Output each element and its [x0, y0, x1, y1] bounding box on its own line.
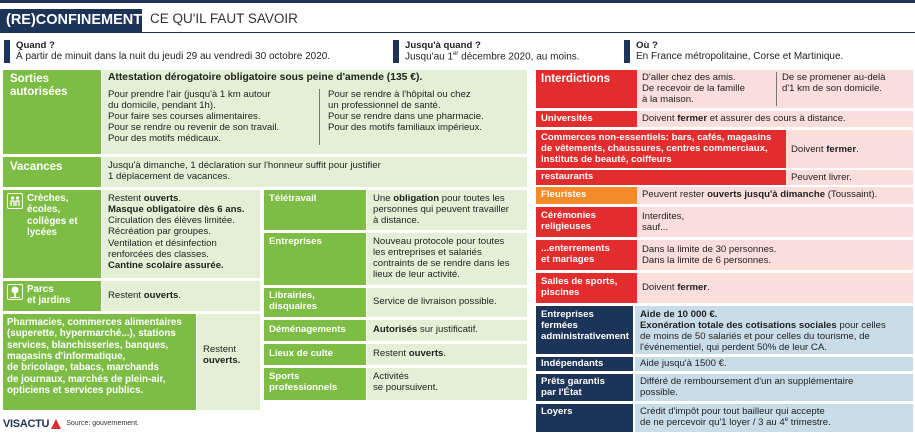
- creches-l4: Récréation par groupes.: [108, 226, 211, 238]
- teletravail-label-text: Télétravail: [269, 193, 317, 204]
- loyers-text-b: trimestre.: [788, 417, 831, 429]
- salles-b: fermer: [677, 282, 708, 293]
- loyers-content: [635, 404, 913, 432]
- parcs-label-1: et jardins: [27, 295, 71, 307]
- school-icon: [7, 193, 23, 209]
- fleuristes-c: (Toussaint).: [825, 189, 878, 200]
- quand-text: À partir de minuit dans la nuit du jeudi 29 au vendredi 30 octobre 2020.: [16, 51, 331, 63]
- fermees-rest-1: de moins de 50 salariés et pour celles du tourisme, de: [640, 331, 870, 343]
- vacances-content: [102, 157, 527, 187]
- parcs-a: Restent: [108, 290, 144, 301]
- attestation-title: Attestation dérogatoire obligatoire sous peine d'amende (135 €).: [108, 72, 423, 83]
- prets-label-0: Prêts garantis: [541, 376, 605, 387]
- sports-text-1: se poursuivent.: [373, 382, 439, 394]
- demenagements-a: Autorisés: [373, 324, 418, 335]
- creches-label: [3, 190, 101, 278]
- creches-l3: Circulation des élèves limitée.: [108, 215, 235, 227]
- fleuristes-label: [536, 187, 637, 204]
- jusqua-text-b: décembre 2020, au moins.: [458, 51, 580, 63]
- prets-label-1: par l'État: [541, 387, 582, 399]
- sorties-col1-2: Pour faire ses courses alimentaires.: [108, 111, 261, 123]
- info-marker: [4, 40, 10, 63]
- enterrements-content: [637, 240, 913, 270]
- creches-l5: Ventilation et désinfection: [108, 237, 217, 249]
- teletravail-c0: pour toutes les: [439, 193, 505, 204]
- librairies-label-1: disquaires: [269, 301, 317, 313]
- entreprises-line-2: contraints de se rendre dans les: [373, 258, 510, 270]
- restaurants-label: [536, 170, 786, 185]
- jusqua-sup: er: [453, 51, 459, 58]
- footer: [3, 418, 139, 431]
- salles-label: [536, 273, 637, 303]
- sorties-label: [3, 70, 101, 154]
- fermees-label: [536, 306, 633, 354]
- salles-c: .: [707, 282, 710, 293]
- commerces-label-2: instituts de beauté, coiffeurs: [541, 154, 672, 166]
- enterrements-label-0: ...enterrements: [541, 243, 610, 254]
- universites-content: [637, 111, 913, 127]
- demenagements-b: sur justificatif.: [417, 324, 479, 335]
- pharma-label-6: opticiens et services publics.: [7, 385, 144, 397]
- independants-content: [635, 357, 913, 371]
- entreprises-line-1: les entreprises et salariés: [373, 247, 482, 259]
- interdictions-col1-1: De recevoir de la famille: [642, 83, 745, 95]
- parcs-label: [3, 281, 101, 311]
- info-quand: [4, 40, 389, 63]
- source: Source: gouvernement.: [66, 420, 139, 428]
- fermees-rest-2: l'événementiel, qui perdent 50% de leur CA.: [640, 342, 827, 354]
- entreprises-label: [264, 233, 366, 285]
- fleuristes-a: Peuvent rester: [642, 189, 708, 200]
- pharma-text-0: Restent: [203, 344, 237, 355]
- prets-text-1: possible.: [640, 387, 678, 399]
- pharma-label-3: magasins d'informatique,: [7, 351, 126, 363]
- commerces-b: fermer: [826, 144, 857, 155]
- sports-label: [264, 368, 366, 400]
- demenagements-label-text: Déménagements: [269, 324, 346, 335]
- entreprises-content: [367, 233, 527, 285]
- creches-l1b: ouverts: [143, 193, 179, 204]
- page-title: (RE)CONFINEMENT: [6, 12, 143, 28]
- fleuristes-b: ouverts jusqu'à dimanche: [707, 189, 826, 200]
- ou-label: Où ?: [636, 40, 658, 51]
- restaurants-content: [786, 170, 913, 185]
- entreprises-line-0: Nouveau protocole pour toutes: [373, 236, 505, 247]
- creches-label-0: Crèches,: [27, 193, 69, 204]
- prets-text-0: Différé de remboursement d'un an supplémentaire: [640, 376, 854, 387]
- loyers-label: [536, 404, 633, 432]
- fermees-content: [635, 306, 913, 354]
- universites-b: fermer: [677, 113, 708, 124]
- jusqua-label: Jusqu'à quand ?: [405, 40, 481, 51]
- sorties-col1-4: Pour des motifs médicaux.: [108, 133, 222, 145]
- creches-l1c: .: [178, 193, 182, 204]
- fleuristes-content: [637, 187, 913, 204]
- subtitle: CE QU'IL FAUT SAVOIR: [150, 11, 298, 26]
- prets-content: [635, 374, 913, 401]
- sports-label-1: professionnels: [269, 382, 338, 394]
- universites-a: Doivent: [642, 113, 678, 124]
- universites-label-text: Universités: [541, 113, 593, 124]
- sorties-content: [102, 70, 527, 154]
- teletravail-b: obligation: [393, 193, 440, 204]
- librairies-label-0: Librairies,: [269, 290, 315, 301]
- logo-mark-icon: [51, 419, 61, 429]
- enterrements-text-1: Dans la limite de 6 personnes.: [642, 255, 772, 267]
- vacances-line-0: Jusqu'à dimanche, 1 déclaration sur l'honneur suffit pour justifier: [108, 160, 381, 171]
- header-line: [142, 32, 915, 33]
- pharma-label-2: services, blanchisseries, banques,: [7, 339, 169, 351]
- loyers-sup: e: [784, 417, 789, 424]
- independants-label: [536, 357, 633, 371]
- entreprises-label-text: Entreprises: [269, 236, 322, 247]
- loyers-text-1: de ne percevoir qu'1 loyer / 3 au 4: [640, 417, 785, 429]
- interdictions-label-text: Interdictions: [541, 73, 611, 85]
- info-marker: [624, 40, 630, 63]
- creches-label-3: lycées: [27, 227, 57, 239]
- interdictions-label: [536, 70, 637, 108]
- title-box: [0, 9, 142, 33]
- sorties-col2-2: Pour se rendre dans une pharmacie.: [328, 111, 484, 123]
- interdictions-col1-2: à la maison.: [642, 94, 694, 106]
- sports-text-0: Activités: [373, 371, 409, 382]
- entreprises-line-3: lieux de leur activité.: [373, 269, 460, 281]
- interdictions-col1-0: D'aller chez des amis.: [642, 72, 736, 83]
- creches-l2: Masque obligatoire dès 6 ans.: [108, 204, 245, 216]
- culte-content: [367, 344, 527, 365]
- pharma-label-1: (superette, hypermarché...), stations: [7, 328, 176, 340]
- vacances-label: [3, 157, 101, 187]
- culte-label: [264, 344, 366, 365]
- ceremonies-content: [637, 207, 913, 237]
- creches-l1a: Restent: [108, 193, 144, 204]
- sports-label-0: Sports: [269, 371, 300, 382]
- tree-icon: [7, 284, 23, 300]
- parcs-c: .: [178, 290, 182, 301]
- independants-label-text: Indépendants: [541, 358, 604, 369]
- ceremonies-label-0: Cérémonies: [541, 210, 596, 221]
- fermees-bold: Exonération totale des cotisations sociales: [640, 320, 837, 332]
- enterrements-label-1: et mariages: [541, 254, 595, 266]
- fermees-rest-0: pour celles: [836, 320, 886, 332]
- parcs-label-0: Parcs: [27, 284, 54, 295]
- enterrements-text-0: Dans la limite de 30 personnes.: [642, 244, 777, 255]
- enterrements-label: [536, 240, 637, 270]
- culte-c: .: [443, 348, 447, 359]
- pharma-label-5: de journaux, marchés de plein-air,: [7, 373, 166, 385]
- salles-label-0: Salles de sports,: [541, 276, 618, 287]
- creches-label-2: collèges et: [27, 215, 78, 227]
- teletravail-c1: personnes qui peuvent travailler: [373, 204, 509, 216]
- fleuristes-label-text: Fleuristes: [541, 189, 587, 200]
- sorties-col2-1: un professionnel de santé.: [328, 100, 441, 112]
- parcs-b: ouverts: [143, 290, 179, 301]
- loyers-label-text: Loyers: [541, 406, 573, 417]
- pharma-text-1: ouverts.: [203, 355, 241, 367]
- vacances-line-1: 1 déplacement de vacances.: [108, 171, 231, 183]
- info-ou: [624, 40, 914, 63]
- creches-content: [102, 190, 260, 278]
- loyers-text-0: Crédit d'impôt pour tout bailleur qui accepte: [640, 406, 825, 417]
- independants-text: Aide jusqu'à 1500 €.: [640, 358, 727, 369]
- info-jusqua: [393, 40, 623, 63]
- pharma-label-0: Pharmacies, commerces alimentaires: [7, 317, 182, 328]
- commerces-content: [786, 130, 913, 168]
- header-bar: [0, 0, 915, 3]
- interdictions-col2-0: De se promener au-delà: [782, 72, 886, 83]
- ou-text: En France métropolitaine, Corse et Martinique.: [636, 51, 844, 63]
- teletravail-c2: à distance.: [373, 215, 420, 227]
- teletravail-content: [367, 190, 527, 230]
- commerces-c: .: [856, 144, 859, 155]
- ceremonies-label: [536, 207, 637, 237]
- teletravail-a: Une: [373, 193, 394, 204]
- commerces-label-0: Commerces non-essentiels: bars, cafés, magasins: [541, 132, 772, 143]
- ceremonies-text-0: Interdites,: [642, 211, 685, 222]
- sorties-col1-0: Pour prendre l'air (jusqu'à 1 km autour: [108, 88, 271, 100]
- librairies-text: Service de livraison possible.: [373, 296, 497, 307]
- teletravail-label: [264, 190, 366, 230]
- interdictions-content: [637, 70, 913, 108]
- librairies-label: [264, 288, 366, 317]
- creches-l6: renforcées des classes.: [108, 248, 209, 260]
- pharma-label-4: de bricolage, tabacs, marchands: [7, 362, 159, 374]
- salles-label-1: piscines: [541, 287, 580, 299]
- fermees-label-0: Entreprises: [541, 309, 594, 320]
- demenagements-label: [264, 320, 366, 341]
- sports-content: [367, 368, 527, 400]
- culte-b: ouverts: [408, 348, 444, 359]
- sorties-label-text: Sorties autorisées: [10, 73, 68, 99]
- commerces-label-1: de vêtements, chaussures, centres commerciaux,: [541, 143, 768, 155]
- universites-label: [536, 111, 637, 127]
- interdictions-col2-1: d'1 km de son domicile.: [782, 83, 882, 95]
- salles-a: Doivent: [642, 282, 678, 293]
- info-marker: [393, 40, 399, 63]
- librairies-content: [367, 288, 527, 317]
- fermees-label-2: administrativement: [541, 331, 629, 343]
- demenagements-content: [367, 320, 527, 341]
- quand-label: Quand ?: [16, 40, 55, 51]
- culte-label-text: Lieux de culte: [269, 348, 333, 359]
- ceremonies-text-1: sauf...: [642, 222, 669, 234]
- vacances-label-text: Vacances: [10, 161, 63, 173]
- pharma-content: [197, 314, 260, 410]
- ceremonies-label-1: religieuses: [541, 221, 592, 233]
- culte-a: Restent: [373, 348, 409, 359]
- sorties-col2-0: Pour se rendre à l'hôpital ou chez: [328, 88, 471, 100]
- sorties-col1-3: Pour se rendre ou revenir de son travail.: [108, 122, 280, 134]
- fermees-label-1: fermées: [541, 320, 578, 332]
- sorties-col2-3: Pour des motifs familiaux impérieux.: [328, 122, 483, 134]
- logo: VISACTU: [3, 418, 50, 430]
- sorties-col1-1: du domicile, pendant 1h).: [108, 100, 216, 112]
- restaurants-label-text: restaurants: [541, 171, 594, 182]
- salles-content: [637, 273, 913, 303]
- commerces-label: [536, 130, 786, 168]
- commerces-a: Doivent: [791, 144, 827, 155]
- fermees-title: Aide de 10 000 €.: [640, 309, 718, 320]
- restaurants-text: Peuvent livrer.: [791, 172, 852, 183]
- pharma-label: [3, 314, 196, 410]
- jusqua-text-a: Jusqu'au 1: [405, 51, 454, 63]
- creches-label-1: écoles,: [27, 204, 61, 216]
- prets-label: [536, 374, 633, 401]
- parcs-content: [102, 281, 260, 311]
- universites-c: et assurer des cours à distance.: [707, 113, 846, 124]
- creches-l7: Cantine scolaire assurée.: [108, 259, 224, 271]
